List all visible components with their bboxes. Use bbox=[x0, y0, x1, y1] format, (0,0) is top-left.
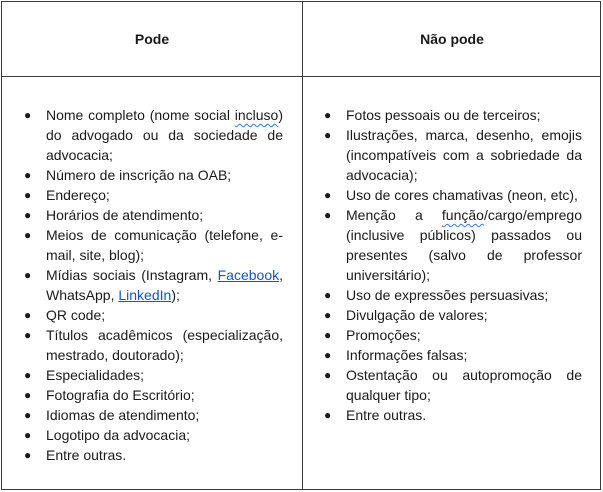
forbidden-item bbox=[324, 365, 582, 405]
item-text: Fotografia do Escritório; bbox=[46, 387, 195, 403]
header-divider bbox=[2, 76, 600, 77]
allowed-item bbox=[24, 445, 283, 465]
item-text: ) do advogado ou da sociedade de advocacia; bbox=[46, 107, 283, 163]
bullet-icon: ● bbox=[324, 188, 332, 202]
item-text: Especialidades; bbox=[46, 367, 145, 383]
bullet-icon: ● bbox=[324, 408, 332, 422]
allowed-item bbox=[24, 105, 283, 165]
allowed-list bbox=[24, 105, 283, 465]
bullet-icon: ● bbox=[24, 388, 32, 402]
item-text: Entre outras. bbox=[46, 447, 127, 463]
spellcheck-word: função bbox=[441, 207, 484, 223]
header-pode: Pode bbox=[134, 31, 170, 47]
forbidden-item bbox=[324, 185, 582, 205]
forbidden-item bbox=[324, 405, 582, 425]
forbidden-item bbox=[324, 125, 582, 185]
allowed-item bbox=[24, 425, 283, 445]
allowed-item bbox=[24, 265, 283, 305]
item-text: Mídias sociais (Instagram, bbox=[46, 267, 218, 283]
item-text: QR code; bbox=[46, 307, 106, 323]
bullet-icon: ● bbox=[324, 128, 332, 142]
spellcheck-word: incluso bbox=[234, 107, 279, 123]
allowed-item bbox=[24, 365, 283, 385]
allowed-item bbox=[24, 325, 283, 365]
forbidden-list bbox=[324, 105, 582, 425]
bullet-icon: ● bbox=[324, 208, 332, 222]
bullet-icon: ● bbox=[24, 208, 32, 222]
item-text: Títulos acadêmicos (especialização, mestrado, doutorado); bbox=[46, 327, 283, 363]
allowed-item bbox=[24, 165, 283, 185]
bullet-icon: ● bbox=[324, 328, 332, 342]
bullet-icon: ● bbox=[24, 268, 32, 282]
allowed-item bbox=[24, 305, 283, 325]
forbidden-item bbox=[324, 105, 582, 125]
bullet-icon: ● bbox=[24, 228, 32, 242]
bullet-icon: ● bbox=[324, 108, 332, 122]
allowed-item bbox=[24, 385, 283, 405]
forbidden-item bbox=[324, 285, 582, 305]
comparison-table bbox=[1, 1, 601, 490]
facebook-link[interactable]: Facebook bbox=[217, 267, 280, 283]
bullet-icon: ● bbox=[24, 408, 32, 422]
bullet-icon: ● bbox=[324, 308, 332, 322]
forbidden-item bbox=[324, 325, 582, 345]
allowed-item bbox=[24, 185, 283, 205]
bullet-icon: ● bbox=[24, 168, 32, 182]
item-text: /cargo/emprego (inclusive públicos) passados ou presentes (salvo de professor universitário); bbox=[346, 207, 582, 283]
allowed-item bbox=[24, 225, 283, 265]
item-text: Informações falsas; bbox=[346, 347, 468, 363]
item-text: Divulgação de valores; bbox=[346, 307, 488, 323]
bullet-icon: ● bbox=[24, 428, 32, 442]
header-nao-pode: Não pode bbox=[420, 31, 484, 47]
item-text: Horários de atendimento; bbox=[46, 207, 204, 223]
item-text: Idiomas de atendimento; bbox=[46, 407, 200, 423]
allowed-item bbox=[24, 405, 283, 425]
forbidden-item bbox=[324, 205, 582, 285]
item-text: Ostentação ou autopromoção de qualquer tipo; bbox=[346, 367, 582, 403]
bullet-icon: ● bbox=[24, 108, 32, 122]
bullet-icon: ● bbox=[24, 328, 32, 342]
forbidden-item bbox=[324, 305, 582, 325]
item-text: Número de inscrição na OAB; bbox=[46, 167, 232, 183]
item-text: Meios de comunicação (telefone, e-mail, site, blog); bbox=[46, 227, 283, 263]
linkedin-link[interactable]: LinkedIn bbox=[118, 287, 172, 303]
bullet-icon: ● bbox=[324, 288, 332, 302]
forbidden-item bbox=[324, 345, 582, 365]
item-text: Nome completo (nome social bbox=[46, 107, 235, 123]
item-text: ); bbox=[171, 287, 180, 303]
item-text: Promoções; bbox=[346, 327, 421, 343]
item-text: Entre outras. bbox=[346, 407, 427, 423]
allowed-item bbox=[24, 205, 283, 225]
item-text: , WhatsApp, bbox=[46, 267, 283, 303]
item-text: Menção a bbox=[346, 207, 442, 223]
bullet-icon: ● bbox=[24, 368, 32, 382]
item-text: Uso de expressões persuasivas; bbox=[346, 287, 549, 303]
item-text: Uso de cores chamativas (neon, etc), bbox=[346, 187, 578, 203]
item-text: Fotos pessoais ou de terceiros; bbox=[346, 107, 541, 123]
bullet-icon: ● bbox=[324, 368, 332, 382]
item-text: Endereço; bbox=[46, 187, 110, 203]
bullet-icon: ● bbox=[24, 448, 32, 462]
item-text: Ilustrações, marca, desenho, emojis (incompatíveis com a sobriedade da advocacia); bbox=[346, 127, 582, 183]
item-text: Logotipo da advocacia; bbox=[46, 427, 190, 443]
bullet-icon: ● bbox=[324, 348, 332, 362]
bullet-icon: ● bbox=[24, 188, 32, 202]
bullet-icon: ● bbox=[24, 308, 32, 322]
